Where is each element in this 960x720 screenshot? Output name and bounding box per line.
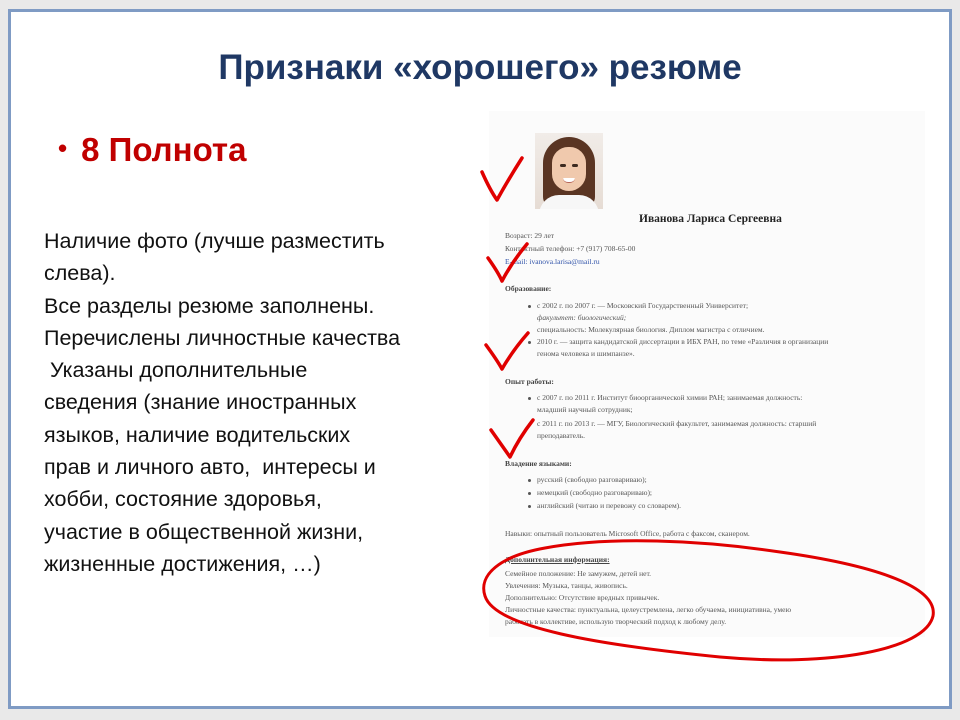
resume-languages-title: Владение языками: [505, 459, 572, 468]
body-line: Перечислены личностные качества [44, 325, 401, 350]
resume-line: факультет: биологический; [537, 313, 627, 322]
resume-line: Увлечения: Музыка, танцы, живопись. [505, 581, 628, 590]
resume-line: русский (свободно разговариваю); [537, 475, 647, 484]
resume-line: специальность: Молекулярная биология. Диплом магистра с отличием. [537, 325, 765, 334]
resume-age: Возраст: 29 лет [505, 231, 555, 240]
resume-line: младший научный сотрудник; [537, 405, 633, 414]
resume-phone: Контактный телефон: +7 (917) 708-65-00 [505, 244, 636, 253]
body-line: языков, наличие водительских [44, 422, 351, 447]
body-line: хобби, состояние здоровья, [44, 487, 322, 512]
resume-line: немецкий (свободно разговариваю); [537, 488, 653, 497]
resume-skills: Навыки: опытный пользователь Microsoft Office, работа с факсом, сканером. [505, 529, 750, 538]
resume-line: генома человека и шимпанзе». [537, 349, 635, 358]
body-line: участие в общественной жизни, [44, 519, 364, 544]
resume-line: с 2007 г. по 2011 г. Институт биоорганической химии РАН; занимаемая должность: [537, 393, 803, 402]
resume-email: E-mail: ivanova.larisa@mail.ru [505, 257, 600, 266]
body-line: прав и личного авто, интересы и [44, 455, 376, 480]
resume-education-title: Образование: [505, 284, 552, 293]
resume-line: Личностные качества: пунктуальна, целеустремлена, легко обучаема, инициативна, умею [505, 605, 792, 614]
resume-line: 2010 г. — защита кандидатской диссертации в ИБХ РАН, по теме «Различия в организации [537, 337, 829, 346]
resume-work-title: Опыт работы: [505, 377, 554, 386]
body-text [44, 225, 454, 580]
resume-extra-title: Дополнительная информация: [505, 555, 610, 564]
resume-line: с 2011 г. по 2013 г. — МГУ, Биологический факультет, занимаемая должность: старший [537, 419, 817, 428]
resume-name: Иванова Лариса Сергеевна [639, 213, 782, 225]
body-line: Наличие фото (лучше разместить [44, 229, 385, 253]
resume-line: английский (читаю и перевожу со словарем). [537, 501, 682, 510]
body-line: Указаны дополнительные [44, 358, 308, 383]
resume-line: Семейное положение: Не замужем, детей нет. [505, 569, 652, 578]
body-line: Все разделы резюме заполнены. [44, 293, 375, 318]
heading-text: 8 Полнота [81, 131, 247, 168]
resume-line: преподаватель. [537, 431, 586, 440]
body-line: жизненные достижения, …) [44, 551, 321, 576]
resume-image [489, 111, 925, 637]
body-line: слева). [44, 261, 116, 286]
section-heading [58, 131, 246, 169]
resume-line: с 2002 г. по 2007 г. — Московский Государственный Университет; [537, 301, 749, 310]
resume-line: Дополнительно: Отсутствие вредных привычек. [505, 593, 660, 602]
bullet-icon: • [58, 133, 68, 163]
profile-photo [535, 133, 603, 209]
resume-line: работать в коллективе, использую творческий подход к любому делу. [505, 617, 727, 626]
body-line: сведения (знание иностранных [44, 390, 357, 415]
slide-title: Признаки «хорошего» резюме [218, 48, 742, 87]
